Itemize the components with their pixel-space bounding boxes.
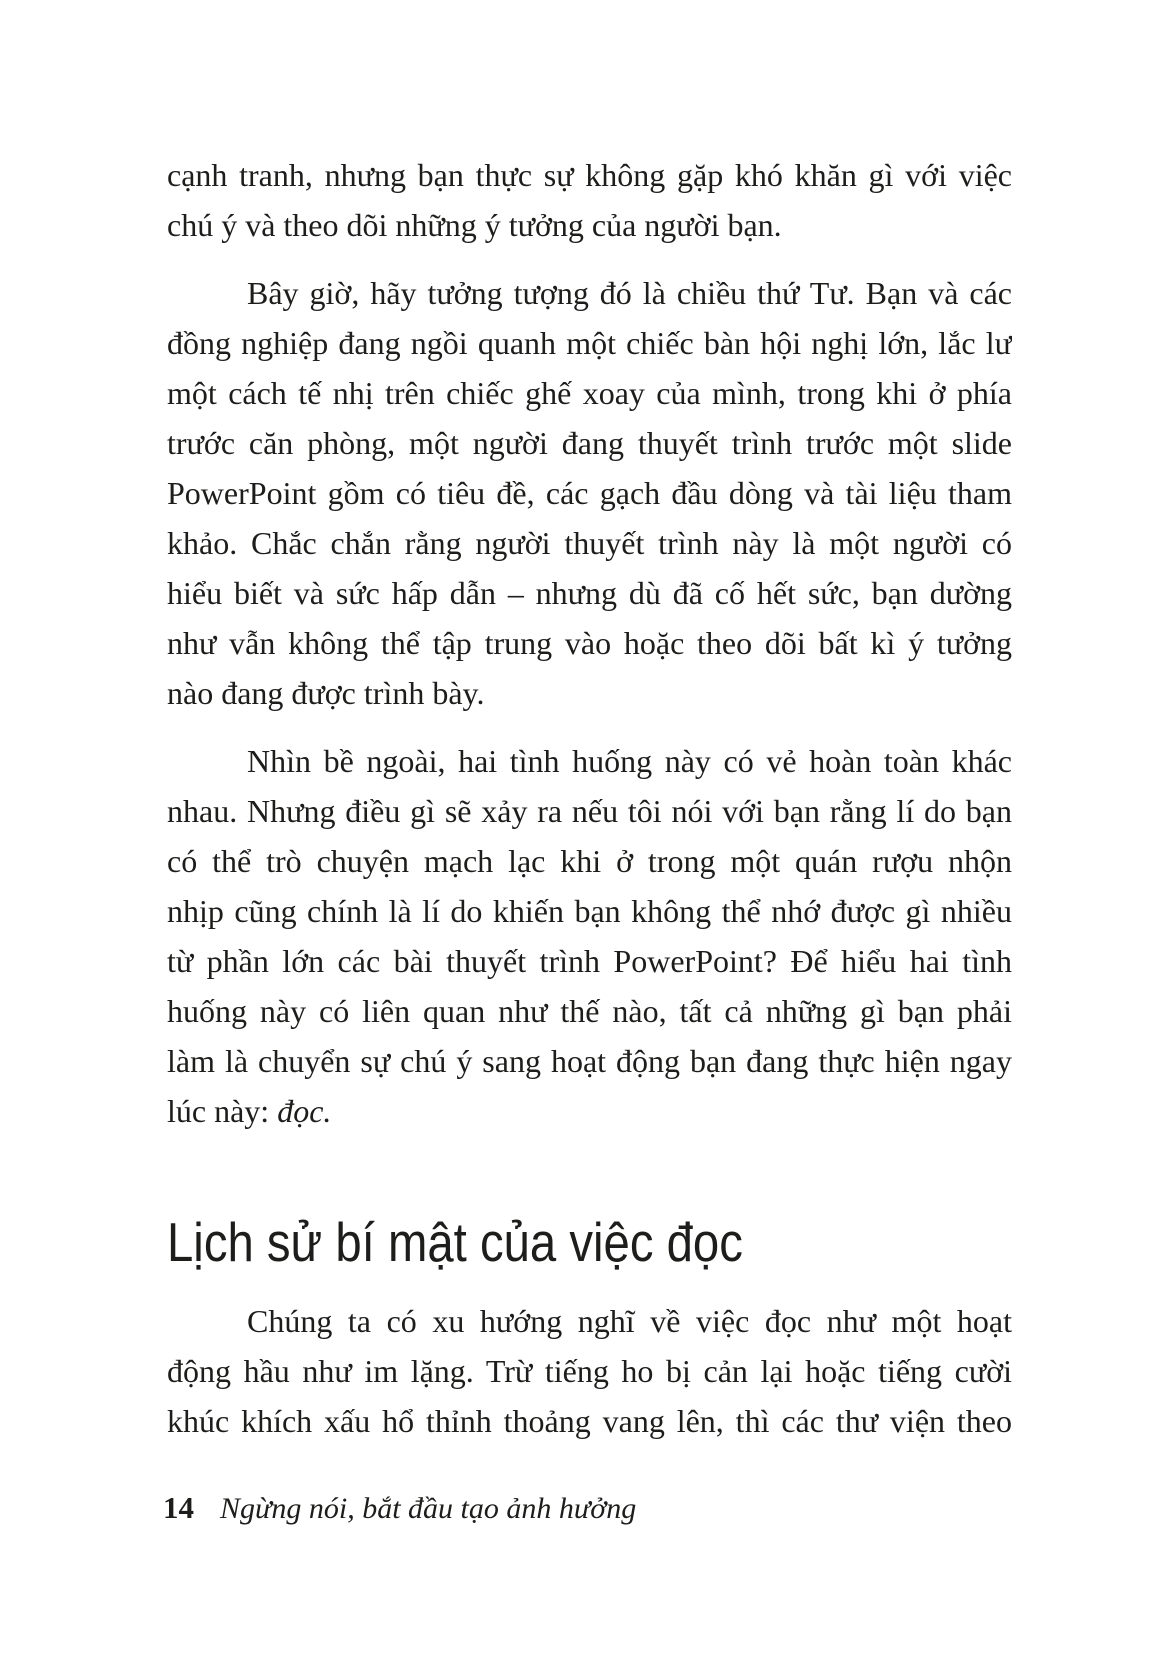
page-number: 14 — [163, 1490, 194, 1525]
paragraph — [167, 150, 1012, 250]
text-line: từ phần lớn các bài thuyết trình PowerPoint? Để hiểu hai tình — [167, 943, 1012, 979]
text-line: động hầu như im lặng. Trừ tiếng ho bị cản lại hoặc tiếng cười — [167, 1353, 1012, 1389]
text-line: lúc này: đọc. — [167, 1093, 332, 1129]
text-line: cạnh tranh, nhưng bạn thực sự không gặp khó khăn gì với việc — [167, 157, 1012, 193]
text-line: có thể trò chuyện mạch lạc khi ở trong một quán rượu nhộn — [167, 843, 1012, 879]
text-line: khảo. Chắc chắn rằng người thuyết trình này là một người có — [167, 525, 1012, 561]
text-line: một cách tế nhị trên chiếc ghế xoay của mình, trong khi ở phía — [167, 375, 1012, 411]
text-line: Chúng ta có xu hướng nghĩ về việc đọc như một hoạt — [247, 1303, 1012, 1339]
text-line: làm là chuyển sự chú ý sang hoạt động bạn đang thực hiện ngay — [167, 1043, 1012, 1079]
text-line: nhau. Nhưng điều gì sẽ xảy ra nếu tôi nói với bạn rằng lí do bạn — [167, 793, 1012, 829]
text-line: Bây giờ, hãy tưởng tượng đó là chiều thứ Tư. Bạn và các — [247, 275, 1012, 311]
section-heading: Lịch sử bí mật của việc đọc — [167, 1211, 743, 1273]
text-line: đồng nghiệp đang ngồi quanh một chiếc bàn hội nghị lớn, lắc lư — [167, 325, 1012, 361]
book-title: Ngừng nói, bắt đầu tạo ảnh hưởng — [220, 1492, 637, 1525]
text-line: như vẫn không thể tập trung vào hoặc theo dõi bất kì ý tưởng — [167, 625, 1012, 661]
text-line: nhịp cũng chính là lí do khiến bạn không thể nhớ được gì nhiều — [167, 893, 1012, 929]
text-line: nào đang được trình bày. — [167, 675, 485, 711]
text-line: PowerPoint gồm có tiêu đề, các gạch đầu dòng và tài liệu tham — [167, 475, 1012, 511]
body-sections — [167, 150, 1012, 1446]
page-footer — [163, 1486, 636, 1530]
text-line: khúc khích xấu hổ thỉnh thoảng vang lên, thì các thư viện theo — [167, 1403, 1012, 1439]
text-line: huống này có liên quan như thế nào, tất cả những gì bạn phải — [167, 993, 1012, 1029]
paragraph — [167, 268, 1012, 718]
text-line: trước căn phòng, một người đang thuyết trình trước một slide — [167, 425, 1012, 461]
paragraph — [167, 736, 1012, 1136]
text-line: Nhìn bề ngoài, hai tình huống này có vẻ hoàn toàn khác — [247, 743, 1012, 779]
paragraph — [167, 1296, 1012, 1446]
text-line: chú ý và theo dõi những ý tưởng của người bạn. — [167, 207, 782, 243]
text-line: hiểu biết và sức hấp dẫn – nhưng dù đã cố hết sức, bạn dường — [167, 575, 1012, 611]
